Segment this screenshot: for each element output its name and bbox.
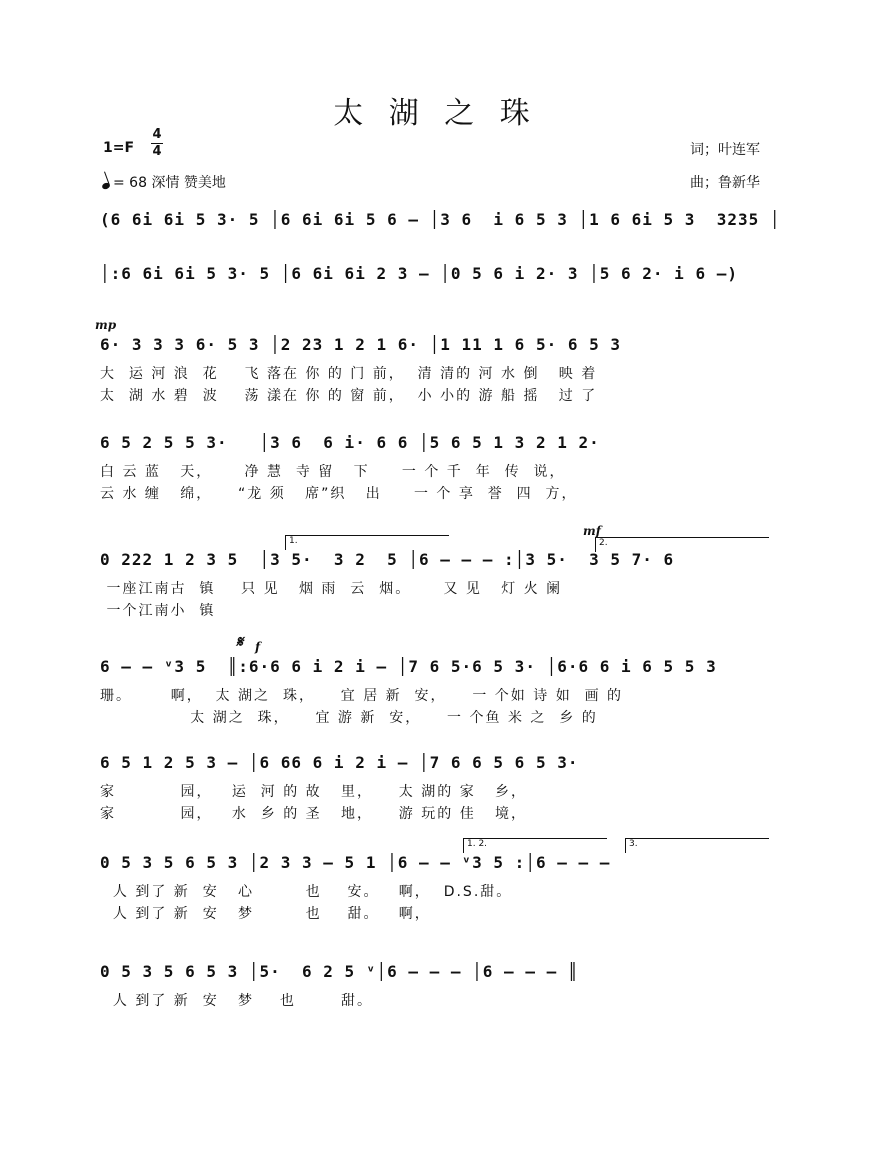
notation-line: 6 5 2 5 5 3· │3 6 6 i· 6 6 │5 6 5 1 3 2 1 2· [100,433,600,452]
score-row [90,262,770,302]
volta-second-ending: 2. [595,537,769,552]
notation-line: 6· 3 3 3 6· 5 3 │2 23 1 2 1 6· │1 11 1 6 5· 6 5 3 [100,335,622,354]
lyric-verse-1: 一座江南古 镇 只 见 烟 雨 云 烟。 又 见 灯 火 阑 [100,581,563,597]
tempo-text: = 68 深情 赞美地 [113,175,226,191]
notation-line: (6 6i 6i 5 3· 5 │6 6i 6i 5 6 – │3 6 i 6 5 3 │1 6 6i 5 3 3235 │ [100,210,781,229]
lyric-verse-2: 云 水 缠 绵， “龙 须 席”织 出 一 个 享 誉 四 方， [100,486,578,502]
notation-line: 6 5 1 2 5 3 – │6 66 6 i 2 i – │7 6 6 5 6 5 3· [100,753,579,772]
lyric-verse-1: 家 园， 运 河 的 故 里， 太 湖的 家 乡， [100,784,528,800]
lyric-verse-1: 人 到了 新 安 梦 也 甜。 [100,993,374,1009]
lyricist-credit: 词；叶连军 [690,142,760,158]
volta-first-ending: 1. [285,535,449,550]
score-row [90,333,770,408]
notation-line: 6 – – ᵛ3 5 ║:6·6 6 i 2 i – │7 6 5·6 5 3· │6·6 6 i 6 5 5 3 [100,657,717,676]
lyric-verse-1: 大 运 河 浪 花 飞 落在 你 的 门 前， 清 清的 河 水 倒 映 着 [100,366,598,382]
score-row [90,431,770,506]
score-row [90,960,770,1020]
dynamic-mf: mf [583,524,601,538]
notation-line: 0 222 1 2 3 5 │3 5· 3 2 5 │6 – – – :│3 5· 3 5 7· 6 [100,550,675,569]
lyric-verse-2: 太 湖之 珠， 宜 游 新 安， 一 个鱼 米 之 乡 的 [100,710,598,726]
volta-first-second-ending: 1. 2. [463,838,607,853]
score-row [90,208,781,248]
time-top: 4 [152,127,162,142]
quarter-note-icon [101,182,111,190]
time-bottom: 4 [152,144,162,159]
lyric-verse-2: 家 园， 水 乡 的 圣 地， 游 玩的 佳 境， [100,806,528,822]
time-signature [150,128,164,159]
score-row [90,655,770,730]
tempo-marking [102,172,226,192]
lyric-verse-2: 太 湖 水 碧 波 荡 漾在 你 的 窗 前， 小 小的 游 船 摇 过 了 [100,388,598,404]
key-signature: 1=F [103,140,135,156]
composer-credit: 曲；鲁新华 [690,175,760,191]
dynamic-f: f [255,640,261,654]
score-row [90,851,770,926]
song-title: 太 湖 之 珠 [333,96,538,131]
lyric-verse-1: 人 到了 新 安 心 也 安。 啊， D.S.甜。 [100,884,513,900]
segno-sign: 𝄋 [236,632,243,651]
dynamic-mp: mp [95,318,117,332]
score-row [90,548,770,623]
notation-line: │:6 6i 6i 5 3· 5 │6 6i 6i 2 3 – │0 5 6 i 2· 3 │5 6 2· i 6 –) [100,264,738,283]
lyric-verse-2: 一个江南小 镇 [100,603,216,619]
volta-third-ending: 3. [625,838,769,853]
lyric-verse-2: 人 到了 新 安 梦 也 甜。 啊， [100,906,431,922]
lyric-verse-1: 白 云 蓝 天， 净 慧 寺 留 下 一 个 千 年 传 说， [100,464,566,480]
notation-line: 0 5 3 5 6 5 3 │2 3 3 – 5 1 │6 – – ᵛ3 5 :│6 – – – [100,853,611,872]
score-row [90,751,770,826]
lyric-verse-1: 珊。 啊， 太 湖之 珠， 宜 居 新 安， 一 个如 诗 如 画 的 [100,688,624,704]
notation-line: 0 5 3 5 6 5 3 │5· 6 2 5 ᵛ│6 – – – │6 – – – ║ [100,962,579,981]
